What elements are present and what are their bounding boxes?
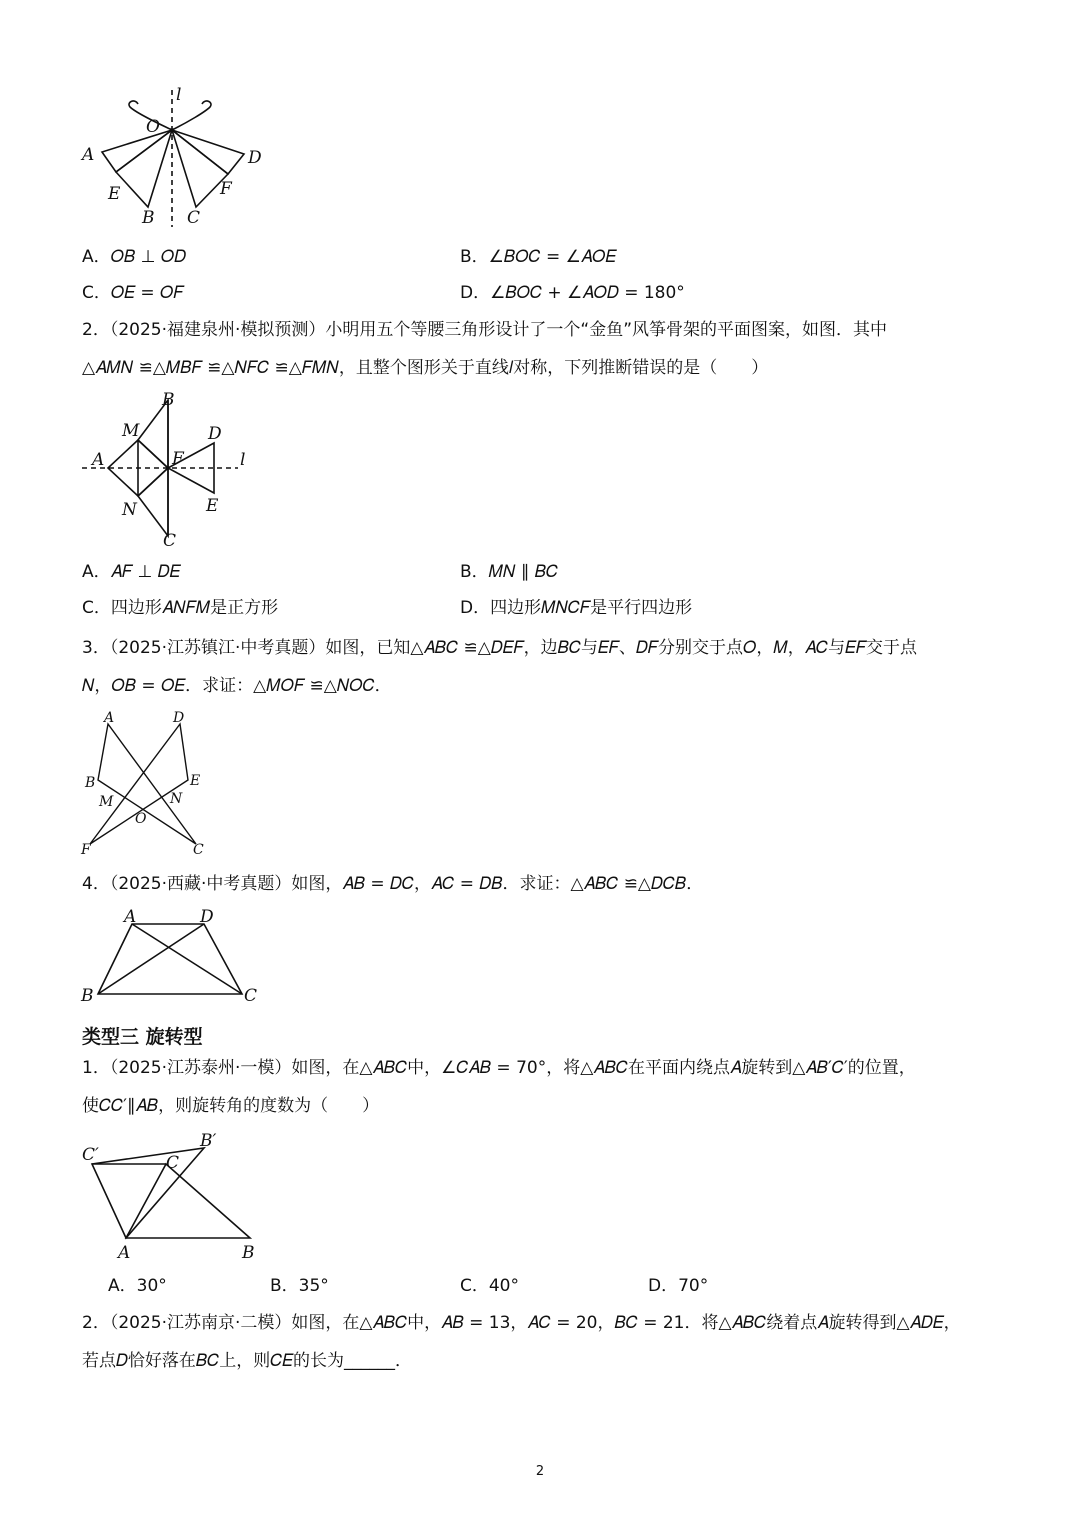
label-A: A [124, 907, 137, 927]
q2-stem-line1: 2．（2025·福建泉州·模拟预测）小明用五个等腰三角形设计了一个“金鱼”风筝骨架的平面图案，如图．其中 [82, 320, 887, 340]
label-B: B [81, 986, 94, 1006]
label-A: A [82, 145, 95, 165]
label-N: N [122, 500, 137, 520]
label-C: C [166, 1153, 180, 1173]
label-E: E [190, 773, 201, 789]
q2-option-a: A．𝐴𝐹 ⊥ 𝐷𝐸 [82, 562, 181, 582]
label-B: B [162, 390, 175, 410]
label-B: B [85, 775, 96, 791]
antenna-right [172, 101, 211, 130]
r2-stem-line2: 若点𝐷恰好落在𝐵𝐶上，则𝐶𝐸的长为______． [82, 1351, 413, 1371]
label-C-prime: C′ [82, 1145, 99, 1165]
label-D: D [248, 148, 262, 168]
label-C: C [187, 208, 201, 228]
q2-option-b: B．𝑀𝑁 ∥ 𝐵𝐶 [460, 562, 559, 582]
triangle-abc [126, 1164, 250, 1238]
label-F: F [220, 179, 232, 199]
label-N: N [170, 791, 183, 807]
q1-option-c: C．𝑂𝐸 = 𝑂𝐹 [82, 283, 184, 303]
label-D: D [200, 907, 214, 927]
r1-stem-line2: 使𝐶𝐶′∥𝐴𝐵，则旋转角的度数为（ ） [82, 1096, 380, 1116]
label-l: l [240, 450, 246, 470]
r1-option-a: A．30° [108, 1276, 167, 1296]
label-O: O [135, 811, 147, 827]
trapezoid-abcd [98, 924, 242, 994]
q4-stem: 4．（2025·西藏·中考真题）如图，𝐴𝐵 = 𝐷𝐶，𝐴𝐶 = 𝐷𝐵．求证：△𝐴𝐵𝐶 ≌△𝐷𝐶𝐵． [82, 874, 704, 894]
r1-option-b: B．35° [270, 1276, 329, 1296]
wing-right-outer [172, 130, 244, 174]
label-A: A [104, 710, 115, 726]
figure-crossed-triangles [78, 708, 218, 858]
figure-rotation [80, 1130, 280, 1263]
wing-left-inner [116, 130, 172, 207]
q1-option-d: D．∠𝐵𝑂𝐶 + ∠𝐴𝑂𝐷 = 180° [460, 283, 685, 303]
label-B-prime: B′ [200, 1131, 217, 1151]
figure-butterfly [80, 82, 280, 232]
label-O: O [146, 117, 160, 137]
r1-option-d: D．70° [648, 1276, 709, 1296]
q1-option-b: B．∠𝐵𝑂𝐶 = ∠𝐴𝑂𝐸 [460, 247, 617, 267]
label-A: A [118, 1243, 131, 1263]
r2-stem-line1: 2．（2025·江苏南京·二模）如图，在△𝐴𝐵𝐶中，𝐴𝐵 = 13，𝐴𝐶 = 20，𝐵𝐶 = 21．将△𝐴𝐵𝐶绕着点𝐴旋转得到△𝐴𝐷𝐸， [82, 1313, 961, 1333]
page-number: 2 [535, 1464, 545, 1479]
label-E: E [108, 184, 121, 204]
label-B: B [142, 208, 155, 228]
label-F: F [81, 842, 91, 858]
label-B: B [242, 1243, 255, 1263]
triangle-nfc [138, 468, 168, 536]
q1-option-a: A．𝑂𝐵 ⊥ 𝑂𝐷 [82, 247, 187, 267]
label-M: M [122, 421, 140, 441]
label-D: D [173, 710, 185, 726]
q3-stem-line1: 3．（2025·江苏镇江·中考真题）如图，已知△𝐴𝐵𝐶 ≌△𝐷𝐸𝐹，边𝐵𝐶与𝐸𝐹、𝐷𝐹分别交于点𝑂，𝑀，𝐴𝐶与𝐸𝐹交于点 [82, 638, 918, 658]
q2-stem-line2: △𝐴𝑀𝑁 ≌△𝑀𝐵𝐹 ≌△𝑁𝐹𝐶 ≌△𝐹𝑀𝑁，且整个图形关于直线𝑙对称，下列推断错误的是（ ） [82, 358, 769, 378]
section-heading-rotation: 类型三 旋转型 [82, 1026, 203, 1048]
q2-option-c: C．四边形𝐴𝑁𝐹𝑀是正方形 [82, 598, 279, 618]
q2-option-d: D．四边形𝑀𝑁𝐶𝐹是平行四边形 [460, 598, 693, 618]
figure-trapezoid [78, 906, 268, 1006]
figure-kite [80, 388, 260, 551]
label-M: M [99, 794, 114, 810]
q3-stem-line2: 𝑁，𝑂𝐵 = 𝑂𝐸．求证：△𝑀𝑂𝐹 ≌△𝑁𝑂𝐶． [82, 676, 392, 696]
r1-stem-line1: 1．（2025·江苏泰州·一模）如图，在△𝐴𝐵𝐶中，∠𝐶𝐴𝐵 = 70°，将△𝐴𝐵𝐶在平面内绕点𝐴旋转到△𝐴𝐵′𝐶′的位置， [82, 1058, 916, 1078]
label-C: C [244, 986, 258, 1006]
label-E: E [206, 496, 219, 516]
label-A: A [92, 450, 105, 470]
r1-option-c: C．40° [460, 1276, 520, 1296]
label-C: C [163, 531, 177, 551]
triangle-ab-prime-c-prime [92, 1148, 204, 1238]
label-l: l [176, 85, 182, 105]
label-D: D [208, 424, 222, 444]
label-F: F [172, 449, 184, 469]
triangle-mbf [138, 400, 168, 468]
label-C: C [193, 842, 204, 858]
